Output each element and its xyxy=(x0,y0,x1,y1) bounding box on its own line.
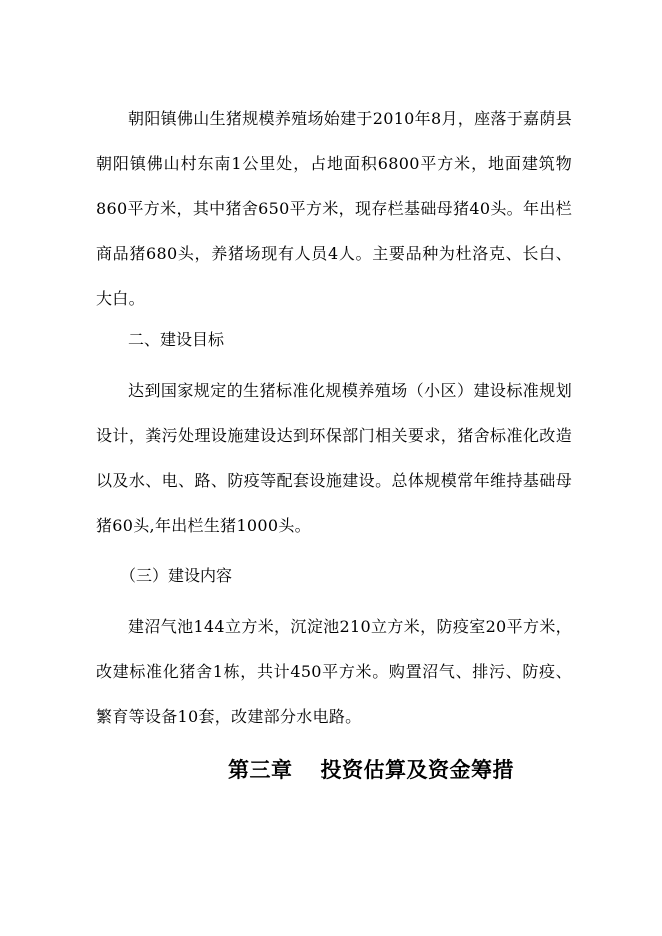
chapter-title: 投资估算及资金筹措 xyxy=(320,757,514,782)
intro-paragraph: 朝阳镇佛山生猪规模养殖场始建于2010年8月，座落于嘉荫县朝阳镇佛山村东南1公里处，占地面积6800平方米，地面建筑物860平方米，其中猪舍650平方米，现存栏基础母猪40头。年出栏商品猪680头，养猪场现有人员4人。主要品种为杜洛克、长白、大白。 xyxy=(96,109,572,308)
section-heading-content: （三）建设内容 xyxy=(120,566,233,585)
chapter-heading xyxy=(0,748,662,792)
section-heading-goal: 二、建设目标 xyxy=(128,330,225,349)
goal-paragraph: 达到国家规定的生猪标准化规模养殖场（小区）建设标准规划设计，粪污处理设施建设达到环保部门相关要求，猪舍标准化改造以及水、电、路、防疫等配套设施建设。总体规模常年维持基础母猪60头,年出栏生猪1000头。 xyxy=(96,381,572,535)
content-paragraph: 建沼气池144立方米，沉淀池210立方米，防疫室20平方米，改建标准化猪舍1栋，共计450平方米。购置沼气、排污、防疫、繁育等设备10套，改建部分水电路。 xyxy=(96,617,572,726)
chapter-number: 第三章 xyxy=(228,757,293,782)
